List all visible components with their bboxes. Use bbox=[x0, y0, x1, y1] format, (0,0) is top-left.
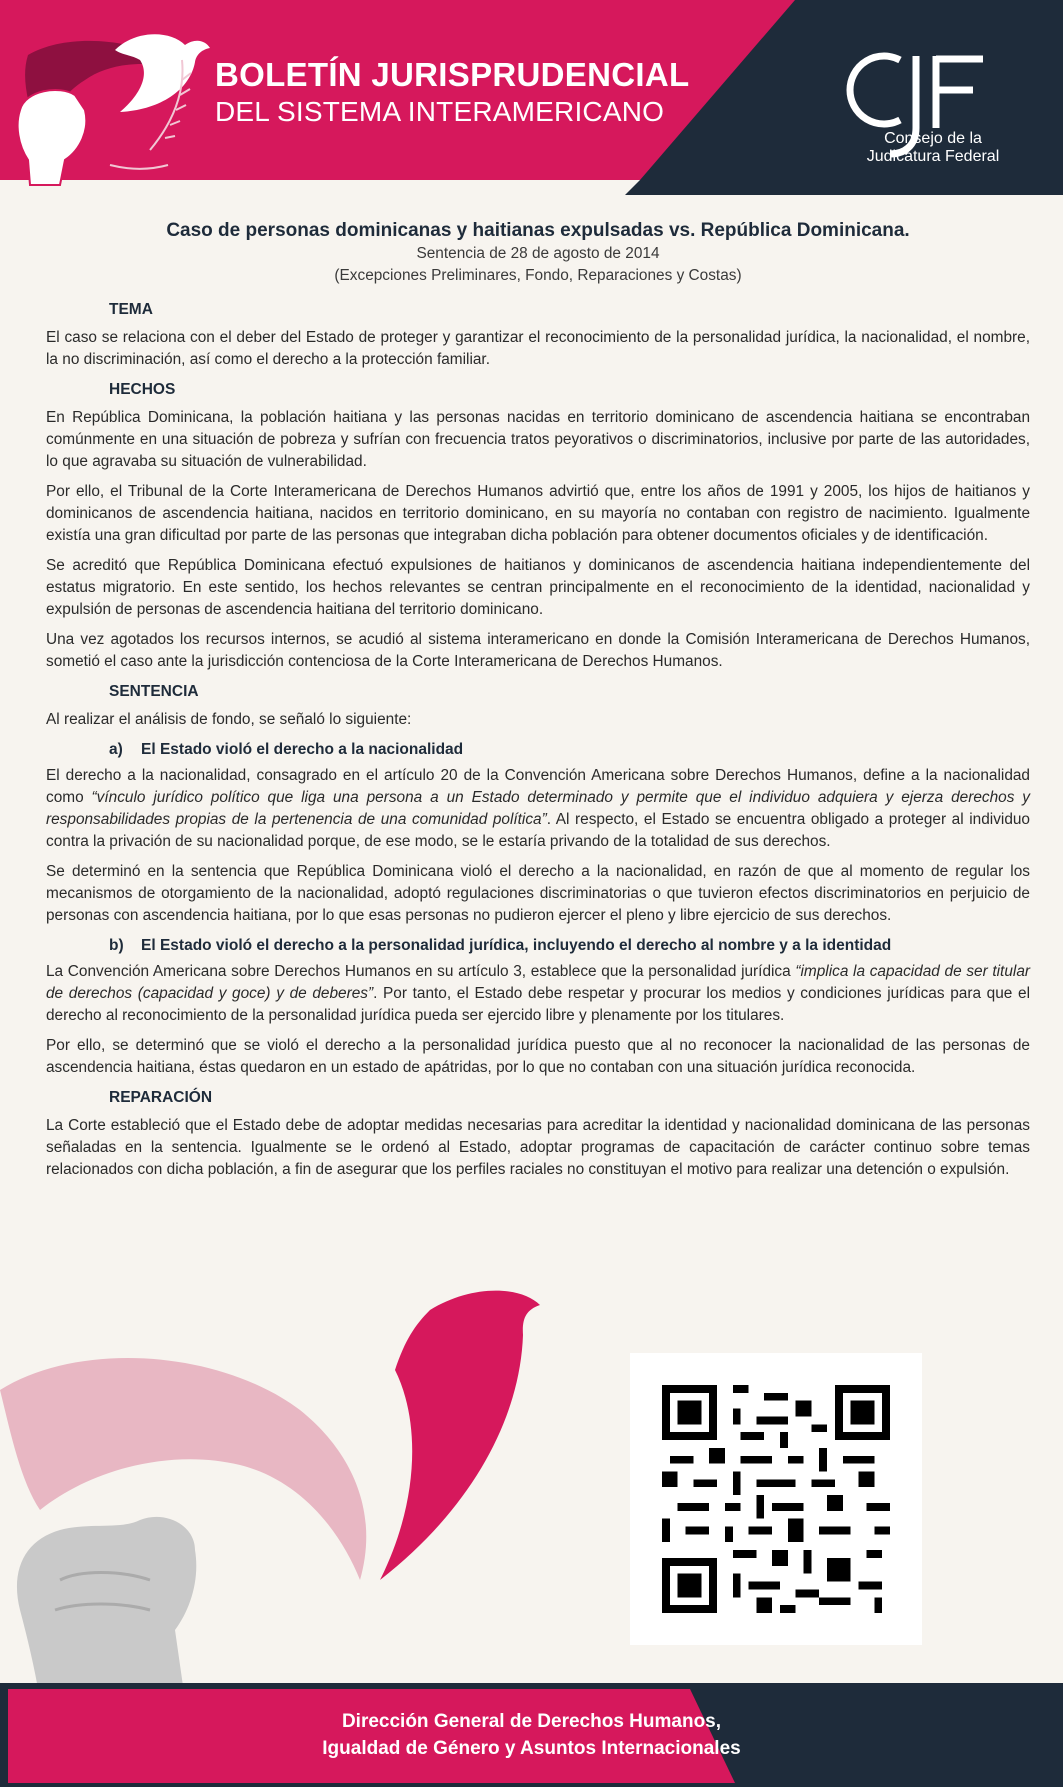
subheading-a bbox=[109, 739, 1030, 761]
case-date: Sentencia de 28 de agosto de 2014 bbox=[416, 245, 660, 262]
footer-banner bbox=[0, 1683, 1063, 1787]
cjf-subtitle-line1: Consejo de la bbox=[884, 130, 982, 147]
section-heading-sentencia: SENTENCIA bbox=[109, 683, 199, 700]
text-run: . Por tanto, el Estado debe respetar y procurar los medios y condiciones jurídicas para que el derecho al reconocimiento de la personalidad jurídica pueda ser ejercido libre y plenamente por los titulares. bbox=[46, 985, 1030, 1024]
fist-icon bbox=[17, 1517, 196, 1700]
footer-line-2: Igualdad de Género y Asuntos Internacionales bbox=[322, 1738, 741, 1759]
sentencia-b-paragraph-2: Por ello, se determinó que se violó el derecho a la personalidad jurídica puesto que al no reconocer la nacionalidad de las personas de ascendencia haitiana, éstas quedaron en un estado de apátridas, por lo que no contaban con una situación jurídica reconocida. bbox=[46, 1037, 1030, 1076]
section-heading-reparacion: REPARACIÓN bbox=[109, 1089, 213, 1106]
sentencia-intro: Al realizar el análisis de fondo, se señaló lo siguiente: bbox=[46, 711, 412, 728]
sentencia-a-paragraph-2: Se determinó en la sentencia que República Dominicana violó el derecho a la nacionalidad, en razón de que al momento de regular los mecanismos de otorgamiento de la nacionalidad, adoptó regulaciones discriminatorias o que tuvieron efectos discriminatorios en perjuicio de personas con ascendencia haitiana, por lo que esas personas no pudieron ejercer el pleno y libre ejercicio de sus derechos. bbox=[46, 863, 1030, 924]
subheading-b-title: El Estado violó el derecho a la personalidad jurídica, incluyendo el derecho al nombre y a la identidad bbox=[141, 937, 892, 954]
section-heading-hechos: HECHOS bbox=[109, 381, 176, 398]
text-run: La Convención Americana sobre Derechos Humanos en su artículo 3, establece que la personalidad jurídica bbox=[46, 963, 796, 980]
case-title: Caso de personas dominicanas y haitianas expulsadas vs. República Dominicana. bbox=[166, 220, 910, 241]
bulletin-content bbox=[46, 219, 1030, 1189]
subheading-a-title: El Estado violó el derecho a la nacionalidad bbox=[141, 741, 464, 758]
text-run: El derecho a la nacionalidad, consagrado en el artículo 20 de la Convención Americana sobre Derechos Humanos, define a la nacionalidad como bbox=[46, 767, 1030, 806]
subheading-a-letter: a) bbox=[109, 741, 123, 758]
subheading-b-letter: b) bbox=[109, 937, 124, 954]
sentencia-a-paragraph-1 bbox=[46, 765, 1030, 853]
bottom-illustration bbox=[0, 1280, 560, 1700]
bulletin-title: BOLETÍN JURISPRUDENCIAL bbox=[215, 56, 690, 93]
hechos-paragraph-3: Se acreditó que República Dominicana efectuó expulsiones de haitianos y dominicanos de ascendencia haitiana independientemente del estatus migratorio. En este sentido, los hechos relevantes se centran principalmente en el reconocimiento de la identidad, nacionalidad y expulsión de personas de ascendencia haitiana del territorio dominicano. bbox=[46, 557, 1030, 618]
sentencia-b-paragraph-1 bbox=[46, 961, 1030, 1027]
qr-code-box[interactable] bbox=[630, 1353, 922, 1645]
tema-paragraph: El caso se relaciona con el deber del Estado de proteger y garantizar el reconocimiento de la personalidad jurídica, la nacionalidad, el nombre, la no discriminación, así como el derecho a la protección familiar. bbox=[46, 329, 1030, 368]
hechos-paragraph-4: Una vez agotados los recursos internos, se acudió al sistema interamericano en donde la Comisión Interamericana de Derechos Humanos, sometió el caso ante la jurisdicción contenciosa de la Corte Interamericana de Derechos Humanos. bbox=[46, 631, 1030, 670]
quote-nacionalidad: “vínculo jurídico político que liga una persona a un Estado determinado y permite que el individuo adquiera y ejerza derechos y responsabilidades propias de la pertenencia de una comunidad política” bbox=[46, 789, 1030, 828]
footer-line-1: Dirección General de Derechos Humanos, bbox=[341, 1711, 722, 1732]
dove-icon bbox=[380, 1291, 540, 1580]
text-run: . Al respecto, el Estado se encuentra obligado a proteger al individuo contra la privación de su nacionalidad porque, de ese modo, se le estaría privando de la totalidad de sus derechos. bbox=[46, 811, 1030, 850]
hechos-paragraph-1: En República Dominicana, la población haitiana y las personas nacidas en territorio dominicano de ascendencia haitiana se encontraban comúnmente en una situación de pobreza y sufrían con frecuencia tratos peyorativos o discriminatorios, inclusive por parte de las autoridades, lo que agravaba su situación de vulnerabilidad. bbox=[46, 409, 1030, 470]
section-heading-tema: TEMA bbox=[109, 301, 153, 318]
reparacion-paragraph: La Corte estableció que el Estado debe de adoptar medidas necesarias para acreditar la identidad y nacionalidad dominicana de las personas señaladas en la sentencia. Igualmente se le ordenó al Estado, adoptar programas de capacitación de carácter continuo sobre temas relacionados con dicha población, a fin de asegurar que los perfiles raciales no constituyan el motivo para realizar una detención o expulsión. bbox=[46, 1117, 1030, 1178]
case-stages: (Excepciones Preliminares, Fondo, Reparaciones y Costas) bbox=[334, 267, 742, 284]
cjf-subtitle-line2: Judicatura Federal bbox=[866, 148, 1000, 165]
hechos-paragraph-2: Por ello, el Tribunal de la Corte Interamericana de Derechos Humanos advirtió que, entre los años de 1991 y 2005, los hijos de haitianos y dominicanos de ascendencia haitiana, nacidos en territorio dominicano, en su mayoría no contaban con registro de nacimiento. Igualmente existía una gran dificultad por parte de las personas que integraban dicha población para obtener documentos oficiales y de identificación. bbox=[46, 483, 1030, 544]
qr-code[interactable] bbox=[662, 1385, 890, 1613]
footer-magenta-band bbox=[0, 1683, 1063, 1787]
bulletin-subtitle: DEL SISTEMA INTERAMERICANO bbox=[215, 96, 665, 127]
header-banner bbox=[0, 0, 1063, 195]
quote-personalidad: “implica la capacidad de ser titular de derechos (capacidad y goce) y de deberes” bbox=[46, 963, 1030, 1002]
subheading-b bbox=[109, 935, 1030, 957]
